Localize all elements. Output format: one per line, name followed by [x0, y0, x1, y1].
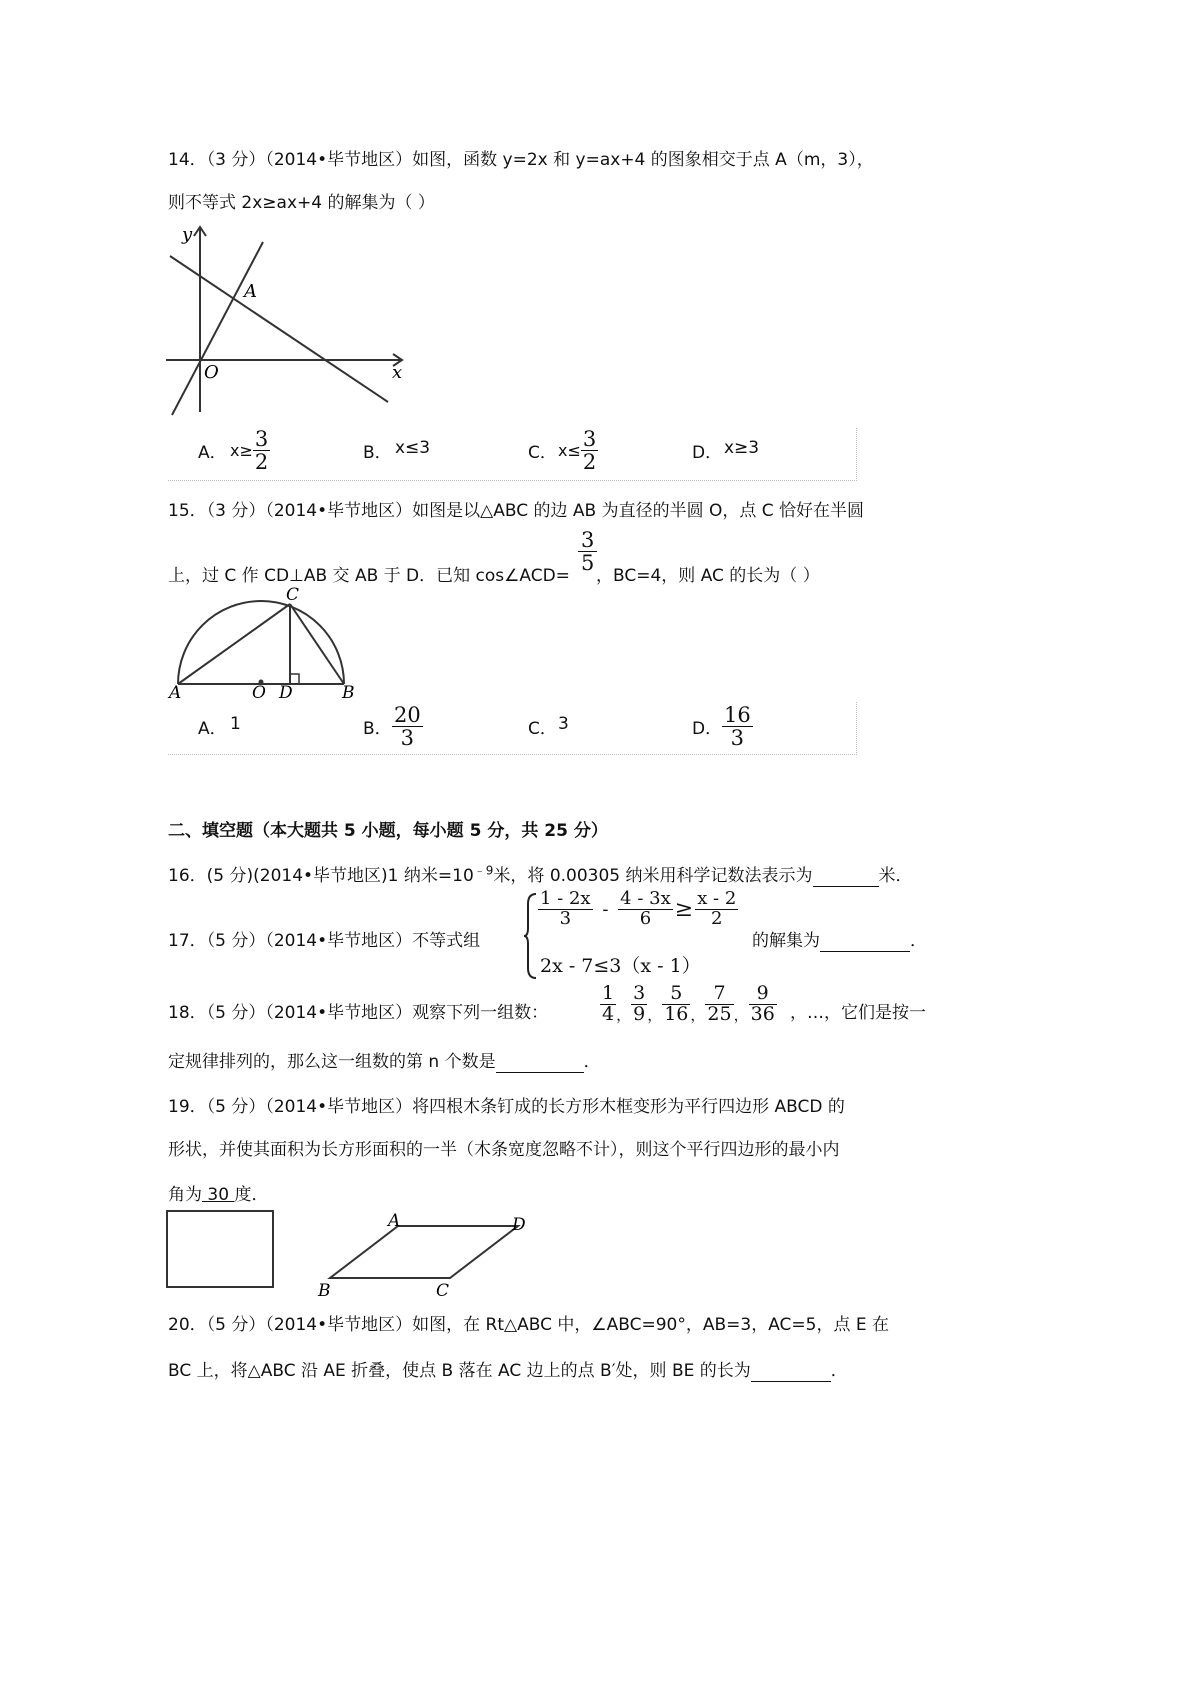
q16-exponent: ﹣9	[473, 863, 494, 878]
fraction-numerator: 7	[713, 982, 726, 1004]
fraction-denominator: 6	[618, 909, 673, 929]
q19-parallelogram-figure	[312, 1210, 532, 1300]
q14-option-a	[230, 428, 270, 473]
q16-stem	[168, 861, 913, 887]
q19-stem-line1: 19．（5 分）（2014•毕节地区）将四根木条钉成的长方形木框变形为平行四边形 ABCD 的	[168, 1097, 845, 1117]
q14-option-b-label: B．	[363, 443, 392, 463]
q19-line3-post: 度．	[234, 1185, 269, 1205]
q19-answer	[202, 1185, 234, 1205]
q15-option-b	[392, 704, 423, 749]
fraction-numerator: 3	[254, 427, 269, 451]
q18-sequence	[600, 984, 777, 1025]
q20-answer-blank	[751, 1361, 831, 1382]
fraction-numerator: 9	[756, 982, 769, 1004]
q20-stem-line1: 20．（5 分）（2014•毕节地区）如图，在 Rt△ABC 中，∠ABC=90°，AB=3，AC=5，点 E 在	[168, 1315, 890, 1335]
q19-vertex-a-label: A	[388, 1211, 401, 1231]
fraction-numerator: 1	[602, 982, 615, 1004]
q18-answer-blank	[496, 1052, 584, 1073]
fraction-numerator: 3	[633, 982, 646, 1004]
q18-line2-text: 定规律排列的，那么这一组数的第 n 个数是	[168, 1052, 496, 1072]
q15-option-d	[722, 704, 753, 749]
fraction-denominator: 25	[707, 1002, 732, 1025]
q19-rectangle-figure	[166, 1210, 276, 1290]
q14-option-c	[558, 428, 598, 473]
fraction-denominator: 2	[582, 450, 597, 475]
q17-fraction-2	[618, 890, 673, 929]
q18-separator: ，	[616, 1005, 632, 1024]
q14-option-c-prefix: x≤	[558, 441, 581, 461]
q17-inequality-1	[538, 890, 738, 929]
q15-option-c: 3	[558, 714, 569, 734]
fraction-numerator: 20	[394, 703, 421, 727]
q14-option-a-fraction	[253, 428, 270, 473]
q14-graph-figure	[160, 222, 420, 422]
q17-answer-blank	[820, 931, 910, 952]
fraction-denominator: 16	[664, 1002, 689, 1025]
q19-vertex-b-label: B	[318, 1281, 331, 1300]
q15-option-d-label: D．	[692, 719, 723, 739]
q17-system-brace	[524, 892, 538, 980]
q19-stem-line2: 形状，并使其面积为长方形面积的一半（木条宽度忽略不计），则这个平行四边形的最小内	[168, 1140, 840, 1160]
section-heading: 二、填空题（本大题共 5 小题，每小题 5 分，共 25 分）	[168, 821, 608, 841]
q14-y-axis-label: y	[182, 224, 193, 245]
q19-stem-line3	[168, 1180, 268, 1205]
fraction-denominator: 9	[633, 1002, 646, 1025]
q14-option-a-prefix: x≥	[230, 441, 253, 461]
q15-option-c-label: C．	[528, 719, 557, 739]
q15-stem-line2-pre: 上，过 C 作 CD⊥AB 交 AB 于 D．已知 cos∠ACD=	[168, 566, 570, 586]
q17-fraction-3	[695, 890, 738, 929]
q17-stem-pre: 17．（5 分）（2014•毕节地区）不等式组	[168, 931, 481, 951]
q18-separator: ，	[647, 1005, 663, 1024]
q15-point-d-label: D	[279, 683, 293, 703]
fraction-denominator: 5	[578, 551, 597, 574]
fraction-denominator: 2	[254, 450, 269, 475]
q18-stem-line2	[168, 1047, 601, 1073]
q18-fraction-1	[600, 984, 616, 1025]
q14-option-d-label: D．	[692, 443, 723, 463]
q14-stem-line1: 14．（3 分）（2014•毕节地区）如图，函数 y=2x 和 y=ax+4 的图象相交于点 A（m，3），	[168, 150, 874, 170]
q18-separator: ，	[733, 1005, 749, 1024]
q15-stem-line2-post: ，BC=4，则 AC 的长为（ ）	[596, 566, 820, 586]
q15-option-a: 1	[230, 714, 241, 734]
q15-point-a-label: A	[169, 683, 182, 703]
q17-minus-sign: -	[602, 898, 609, 920]
fraction-numerator: 16	[724, 703, 751, 727]
q14-option-d: x≥3	[724, 438, 760, 458]
q15-options-box	[168, 702, 857, 755]
q17-post-text: 的解集为	[752, 931, 820, 951]
q15-stem-line2	[168, 561, 570, 586]
q20-stem-line2	[168, 1356, 848, 1382]
q20-line2-text: BC 上，将△ABC 沿 AE 折叠，使点 B 落在 AC 边上的点 B′处，则 BE 的长为	[168, 1361, 751, 1381]
q15-option-b-label: B．	[363, 719, 392, 739]
q17-relation-sign: ≥	[674, 896, 694, 922]
q15-option-b-fraction	[392, 704, 423, 749]
q18-fraction-4	[705, 984, 733, 1025]
q17-end-text: ．	[910, 931, 927, 951]
q18-fraction-5	[749, 984, 777, 1025]
q18-stem-post: ，…，它们是按一	[790, 1003, 926, 1023]
q14-option-b: x≤3	[395, 438, 431, 458]
q15-option-a-label: A．	[198, 719, 227, 739]
q15-cos-fraction	[578, 529, 597, 574]
q19-answer-value: 30	[207, 1185, 230, 1205]
q14-point-a-label: A	[244, 281, 257, 302]
q16-stem-pre: 16．(5 分)(2014•毕节地区)1 纳米=10	[168, 866, 474, 886]
q19-vertex-c-label: C	[436, 1281, 450, 1300]
q16-answer-blank	[813, 866, 879, 887]
q17-inequality-2: 2x - 7≤3（x - 1）	[540, 955, 701, 977]
fraction-denominator: 4	[602, 1002, 615, 1025]
q17-stem-post	[752, 926, 927, 952]
fraction-numerator: 5	[670, 982, 683, 1004]
fraction-numerator: 3	[582, 427, 597, 451]
q14-origin-label: O	[204, 362, 219, 383]
q14-x-axis-label: x	[392, 362, 403, 383]
q14-option-c-fraction	[581, 428, 598, 473]
q15-option-d-fraction	[722, 704, 753, 749]
q15-point-b-label: B	[342, 683, 355, 703]
q14-option-c-label: C．	[528, 443, 557, 463]
fraction-denominator: 3	[538, 909, 593, 929]
q16-stem-mid: 米，将 0.00305 纳米用科学记数法表示为	[493, 866, 813, 886]
fraction-numerator: x - 2	[697, 888, 737, 909]
q14-stem-line2: 则不等式 2x≥ax+4 的解集为（ ）	[168, 193, 435, 213]
q18-fraction-2	[631, 984, 647, 1025]
fraction-numerator: 3	[581, 528, 595, 552]
fraction-denominator: 3	[722, 726, 753, 749]
fraction-numerator: 1 - 2x	[540, 888, 591, 909]
q15-stem-line1: 15．（3 分）（2014•毕节地区）如图是以△ABC 的边 AB 为直径的半圆 O，点 C 恰好在半圆	[168, 501, 865, 521]
q18-fraction-3	[662, 984, 690, 1025]
q18-stem-pre: 18．（5 分）（2014•毕节地区）观察下列一组数：	[168, 1003, 549, 1023]
q15-semicircle-figure	[166, 584, 366, 704]
q18-separator: ，	[690, 1005, 706, 1024]
q19-vertex-d-label: D	[512, 1215, 526, 1235]
q15-point-o-label: O	[252, 683, 266, 703]
q14-option-a-label: A．	[198, 443, 227, 463]
fraction-denominator: 2	[695, 909, 738, 929]
q16-stem-post: 米．	[878, 866, 913, 886]
fraction-denominator: 3	[392, 726, 423, 749]
fraction-denominator: 36	[750, 1002, 775, 1025]
q19-line3-pre: 角为	[168, 1185, 202, 1205]
q17-fraction-1	[538, 890, 593, 929]
q18-end-text: ．	[583, 1052, 601, 1072]
fraction-numerator: 4 - 3x	[620, 888, 671, 909]
q15-point-c-label: C	[286, 585, 300, 605]
q20-end-text: ．	[830, 1361, 848, 1381]
